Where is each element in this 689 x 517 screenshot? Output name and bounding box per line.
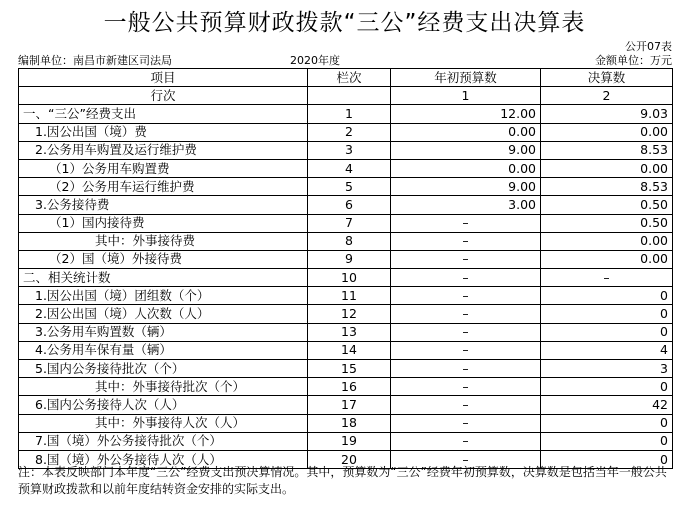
row-actual-cell: 3 — [541, 360, 673, 378]
row-budget-cell: – — [391, 269, 541, 287]
table-row — [19, 214, 673, 232]
row-actual-cell: 0 — [541, 432, 673, 450]
row-budget-cell: – — [391, 305, 541, 323]
row-item-cell: 一、“三公”经费支出 — [19, 105, 308, 123]
row-col-cell: 1 — [308, 105, 391, 123]
row-budget-cell: – — [391, 360, 541, 378]
row-budget-cell: – — [391, 414, 541, 432]
row-actual-cell: 0.00 — [541, 159, 673, 177]
row-actual-cell: 42 — [541, 396, 673, 414]
row-budget-cell: 3.00 — [391, 196, 541, 214]
row-col-cell: 20 — [308, 450, 391, 468]
row-col-cell: 5 — [308, 178, 391, 196]
row-budget-cell: – — [391, 432, 541, 450]
row-actual-cell: 8.53 — [541, 141, 673, 159]
table-row — [19, 123, 673, 141]
table-row — [19, 414, 673, 432]
row-actual-cell: 0 — [541, 305, 673, 323]
row-budget-cell: – — [391, 287, 541, 305]
row-budget-cell: 9.00 — [391, 141, 541, 159]
row-col-cell: 9 — [308, 250, 391, 268]
table-row — [19, 378, 673, 396]
row-actual-cell: 0 — [541, 378, 673, 396]
row-col-cell: 16 — [308, 378, 391, 396]
row-budget-cell: 9.00 — [391, 178, 541, 196]
row-budget-cell: – — [391, 396, 541, 414]
row-col-cell: 8 — [308, 232, 391, 250]
page-title: 一般公共预算财政拨款“三公”经费支出决算表 — [103, 10, 586, 36]
expenditure-table — [18, 68, 673, 469]
subheader-item: 行次 — [19, 87, 308, 105]
row-item-cell: 3.公务用车购置数（辆） — [19, 323, 308, 341]
row-actual-cell: 0.00 — [541, 232, 673, 250]
row-actual-cell: 0.00 — [541, 250, 673, 268]
subheader-col — [308, 87, 391, 105]
row-col-cell: 14 — [308, 341, 391, 359]
row-actual-cell: 0 — [541, 414, 673, 432]
row-item-cell: 2.因公出国（境）人次数（人） — [19, 305, 308, 323]
row-actual-cell: 9.03 — [541, 105, 673, 123]
table-row — [19, 360, 673, 378]
row-col-cell: 11 — [308, 287, 391, 305]
row-col-cell: 2 — [308, 123, 391, 141]
row-col-cell: 10 — [308, 269, 391, 287]
row-item-cell: 5.国内公务接待批次（个） — [19, 360, 308, 378]
money-unit-label: 金额单位：万元 — [595, 54, 672, 67]
header-item: 项目 — [19, 69, 308, 87]
row-item-cell: 二、相关统计数 — [19, 269, 308, 287]
table-row — [19, 305, 673, 323]
row-item-cell: 1.因公出国（境）团组数（个） — [19, 287, 308, 305]
row-item-cell: （1）国内接待费 — [19, 214, 308, 232]
row-actual-cell: 0 — [541, 450, 673, 468]
row-col-cell: 12 — [308, 305, 391, 323]
table-row — [19, 432, 673, 450]
table-row — [19, 250, 673, 268]
row-item-cell: 7.国（境）外公务接待批次（个） — [19, 432, 308, 450]
header-actual: 决算数 — [541, 69, 673, 87]
unit-label: 编制单位：南昌市新建区司法局 — [18, 54, 172, 67]
subheader-budget: 1 — [391, 87, 541, 105]
table-subheader-row — [19, 87, 673, 105]
row-item-cell: 其中：外事接待批次（个） — [19, 378, 308, 396]
row-item-cell: 6.国内公务接待人次（人） — [19, 396, 308, 414]
row-item-cell: 其中：外事接待人次（人） — [19, 414, 308, 432]
table-row — [19, 105, 673, 123]
table-row — [19, 159, 673, 177]
header-col: 栏次 — [308, 69, 391, 87]
table-row — [19, 341, 673, 359]
row-col-cell: 3 — [308, 141, 391, 159]
row-item-cell: 2.公务用车购置及运行维护费 — [19, 141, 308, 159]
row-budget-cell: 0.00 — [391, 159, 541, 177]
row-item-cell: 3.公务接待费 — [19, 196, 308, 214]
row-col-cell: 17 — [308, 396, 391, 414]
table-row — [19, 178, 673, 196]
row-budget-cell: – — [391, 214, 541, 232]
row-actual-cell: 0 — [541, 287, 673, 305]
table-row — [19, 323, 673, 341]
header-budget: 年初预算数 — [391, 69, 541, 87]
row-item-cell: （2）公务用车运行维护费 — [19, 178, 308, 196]
subheader-actual: 2 — [541, 87, 673, 105]
row-actual-cell: – — [541, 269, 673, 287]
row-item-cell: 4.公务用车保有量（辆） — [19, 341, 308, 359]
footnote: 注：本表反映部门本年度“三公”经费支出预决算情况。其中，预算数为“三公”经费年初预算数，决算数是包括当年一般公共预算财政拨款和以前年度结转资金安排的实际支出。 — [18, 465, 667, 496]
row-col-cell: 6 — [308, 196, 391, 214]
row-actual-cell: 8.53 — [541, 178, 673, 196]
row-item-cell: （1）公务用车购置费 — [19, 159, 308, 177]
row-budget-cell: – — [391, 378, 541, 396]
row-budget-cell: – — [391, 232, 541, 250]
row-actual-cell: 0 — [541, 323, 673, 341]
row-budget-cell: – — [391, 323, 541, 341]
row-item-cell: 8.国（境）外公务接待人次（人） — [19, 450, 308, 468]
table-row — [19, 396, 673, 414]
table-row — [19, 287, 673, 305]
row-budget-cell: 12.00 — [391, 105, 541, 123]
row-actual-cell: 0.50 — [541, 196, 673, 214]
row-budget-cell: – — [391, 341, 541, 359]
row-col-cell: 7 — [308, 214, 391, 232]
row-col-cell: 4 — [308, 159, 391, 177]
table-header-row — [19, 69, 673, 87]
row-col-cell: 13 — [308, 323, 391, 341]
table-row — [19, 232, 673, 250]
year-label: 2020年度 — [290, 54, 340, 67]
row-item-cell: 1.因公出国（境）费 — [19, 123, 308, 141]
row-item-cell: 其中：外事接待费 — [19, 232, 308, 250]
row-budget-cell: 0.00 — [391, 123, 541, 141]
table-row — [19, 269, 673, 287]
table-row — [19, 141, 673, 159]
row-item-cell: （2）国（境）外接待费 — [19, 250, 308, 268]
row-col-cell: 15 — [308, 360, 391, 378]
table-row — [19, 196, 673, 214]
row-budget-cell: – — [391, 250, 541, 268]
row-actual-cell: 0.00 — [541, 123, 673, 141]
row-col-cell: 18 — [308, 414, 391, 432]
row-col-cell: 19 — [308, 432, 391, 450]
row-budget-cell: – — [391, 450, 541, 468]
row-actual-cell: 4 — [541, 341, 673, 359]
row-actual-cell: 0.50 — [541, 214, 673, 232]
form-code: 公开07表 — [625, 40, 672, 53]
